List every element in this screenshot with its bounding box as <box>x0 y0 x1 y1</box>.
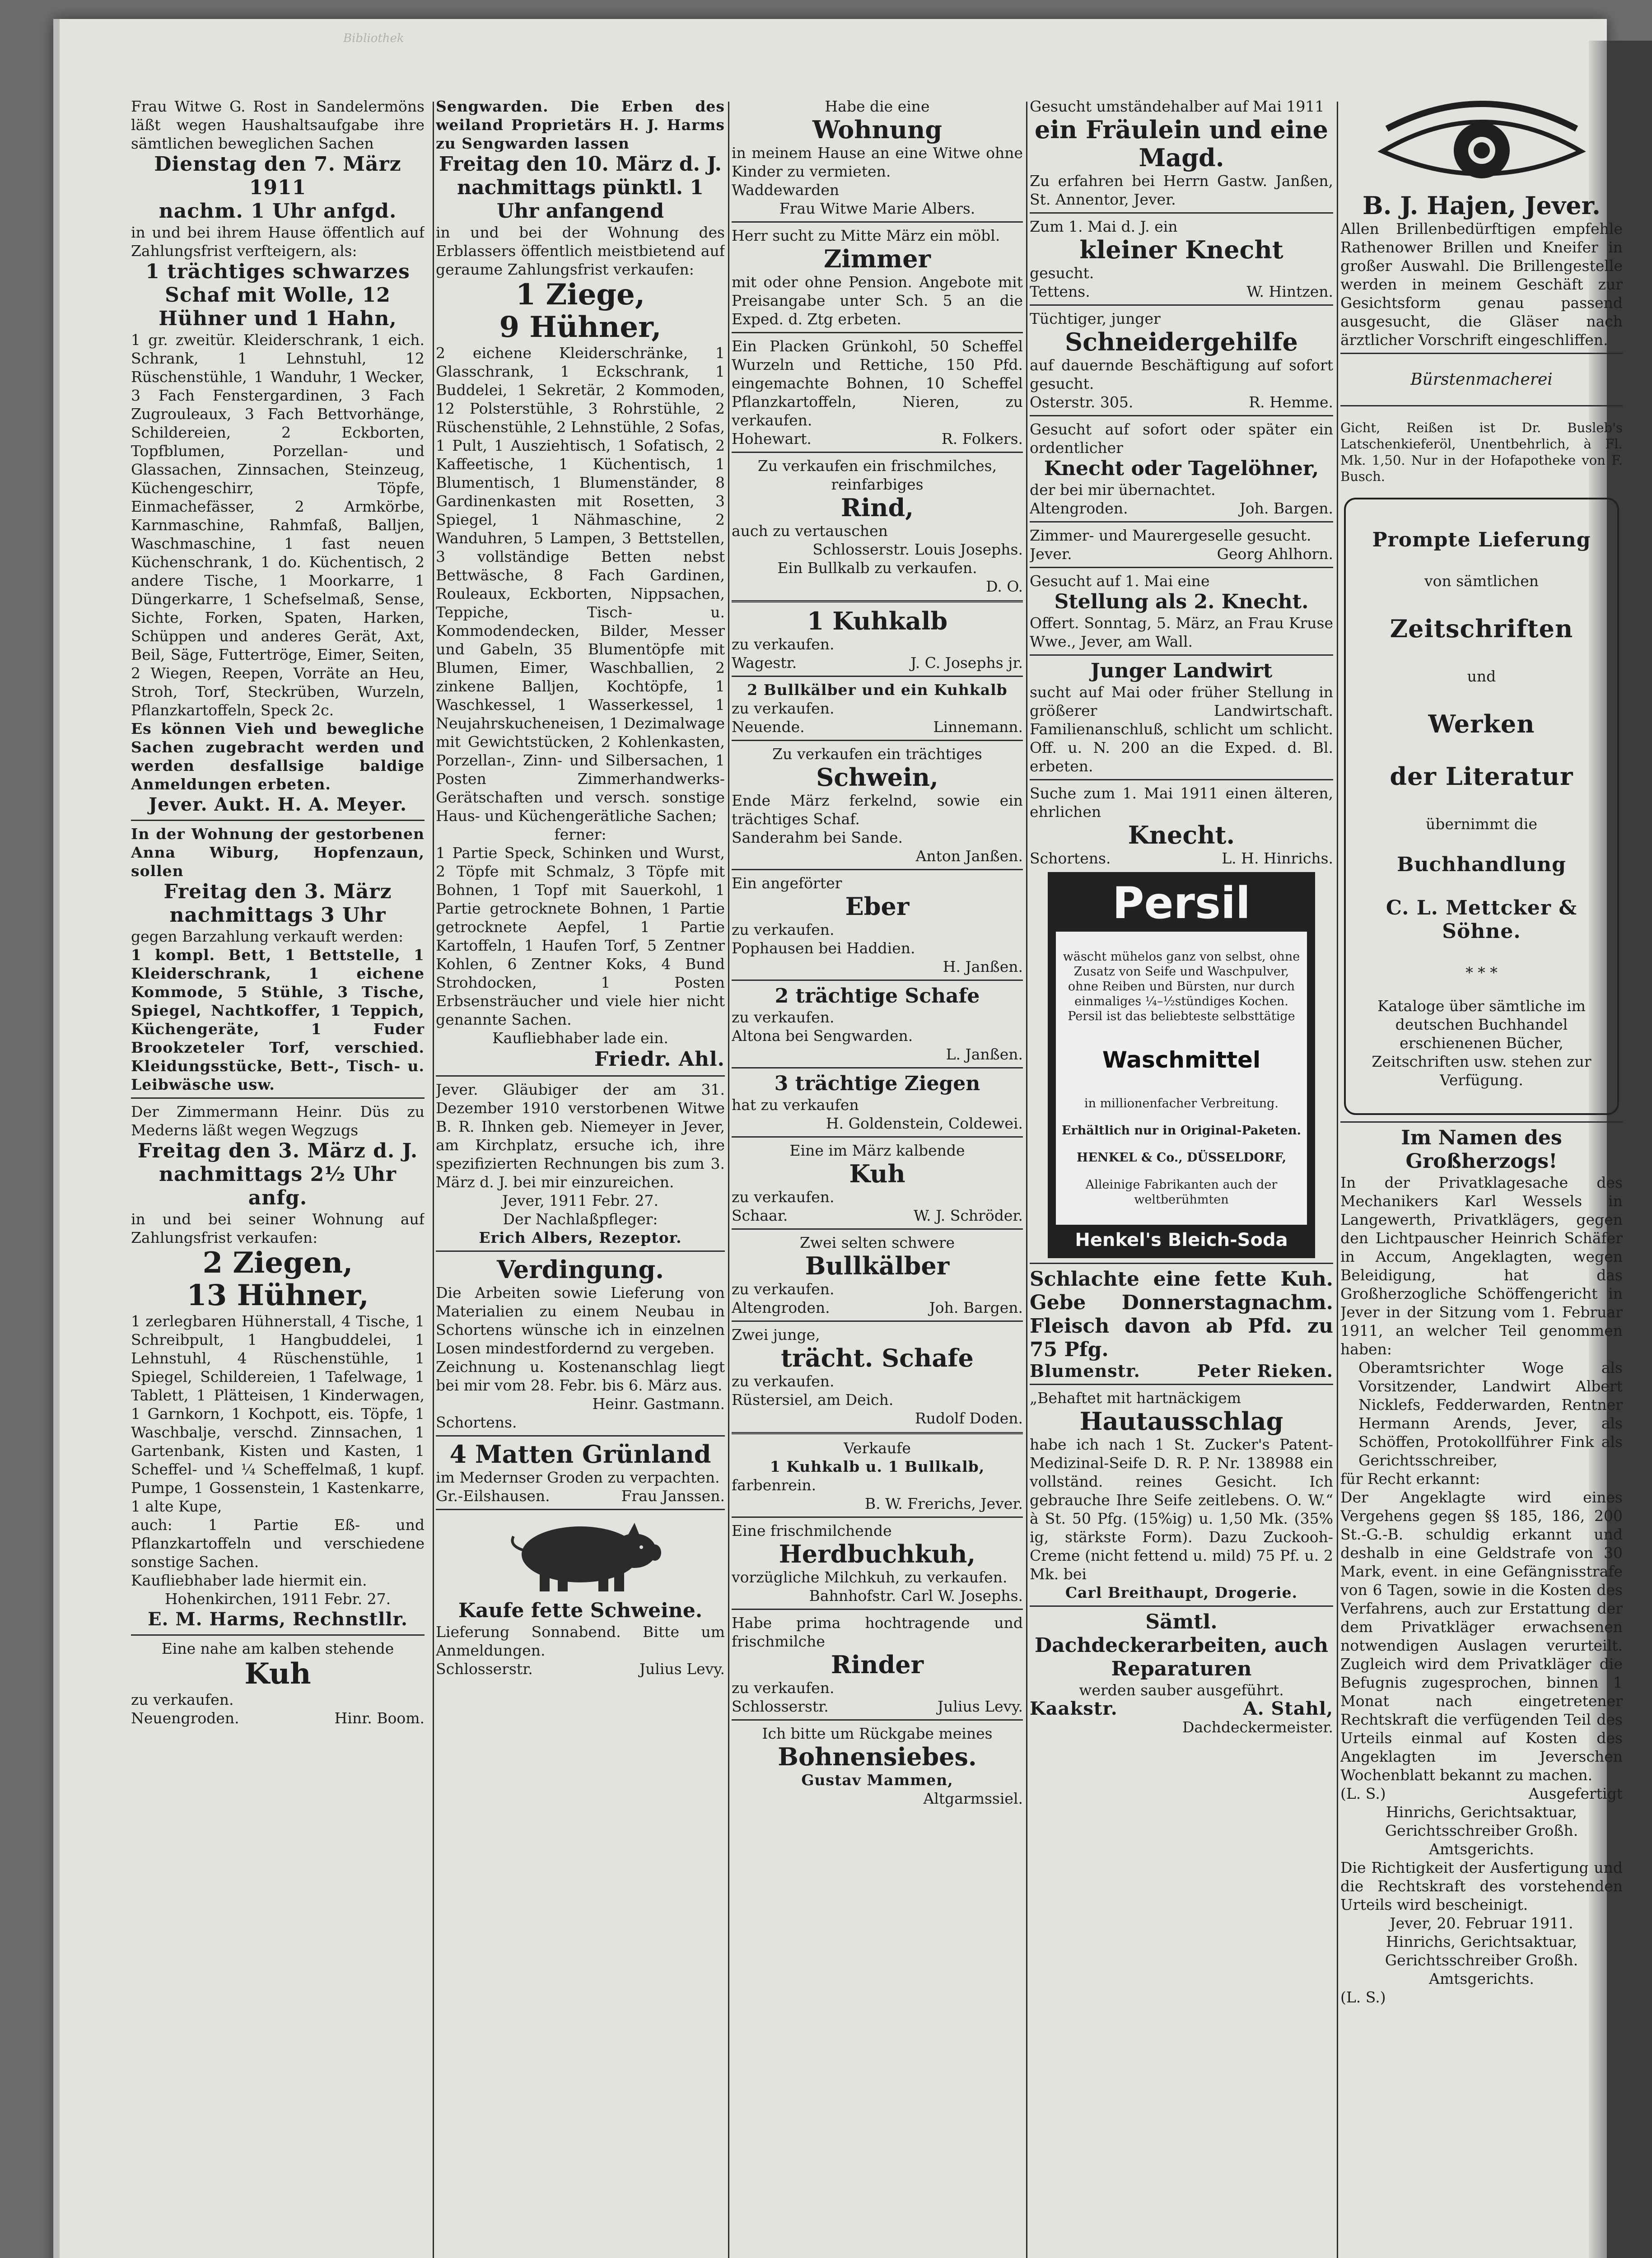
ad-place: Osterstr. 305. <box>1030 393 1134 411</box>
ad-text: Zimmer- und Maurergeselle gesucht. <box>1030 527 1311 544</box>
ad-place: Schaar. <box>732 1207 788 1224</box>
ad-knecht-hinrichs <box>1030 784 1333 868</box>
column-3 <box>732 97 1023 2258</box>
ad-signature: Gustav Mammen, <box>801 1771 953 1789</box>
ad-heading: Waschmittel <box>1102 1047 1261 1073</box>
ad-text: Lieferung Sonnabend. Bitte um Anmeldungen. <box>436 1623 725 1659</box>
ad-zimmer <box>732 226 1023 328</box>
separator <box>732 1228 1023 1230</box>
ad-body: auch: 1 Partie Eß- und Pflanzkartoffeln und verschiedene sonstige Sachen. <box>131 1516 425 1571</box>
ad-landwirt <box>1030 659 1333 775</box>
ad-bohnensieb <box>732 1724 1023 1808</box>
ad-place: Kaakstr. <box>1030 1698 1118 1719</box>
ad-mettcker-bookshop <box>1344 498 1619 1115</box>
ad-place: Altgarmssiel. <box>923 1790 1023 1807</box>
ad-text: werden sauber ausgeführt. <box>1079 1681 1284 1699</box>
ad-place: Wagestr. <box>732 654 797 672</box>
ad-schafe <box>732 984 1023 1064</box>
ad-text: Oberamtsrichter Woge als Vorsitzender, Landwirt Albert Nicklefs, Fedderwarden, Rentner Hermann Arends, Jever, als Schöffen, Protokollführer Fink als Gerichtsschreiber, <box>1358 1359 1623 1469</box>
ad-heading: Stellung als 2. Knecht. <box>1054 590 1309 613</box>
separator <box>732 740 1023 741</box>
ad-date: Jever, 20. Februar 1911. <box>1390 1914 1573 1932</box>
ad-bullkaelber-2 <box>732 1233 1023 1317</box>
ad-rost-auction <box>131 97 425 816</box>
separator <box>732 1320 1023 1322</box>
ad-place: Schortens. <box>436 1414 517 1431</box>
ad-text: gegen Barzahlung verkauft werden: <box>131 928 404 945</box>
ad-body: Kaufliebhaber lade hiermit ein. <box>131 1572 367 1589</box>
ad-signature: B. W. Frerichs, Jever. <box>864 1495 1023 1512</box>
ad-place: Gr.-Eilshausen. <box>436 1487 550 1505</box>
ad-text: Verkaufe <box>844 1439 911 1457</box>
ad-place: Schortens. <box>1030 849 1111 867</box>
ad-text: auf dauernde Beschäftigung auf sofort gesucht. <box>1030 356 1333 392</box>
ad-heading: Schneidergehilfe <box>1065 327 1298 356</box>
ad-role: Der Nachlaßpfleger: <box>503 1210 658 1228</box>
ad-text: zu verkaufen. <box>732 700 835 717</box>
ad-maurergeselle <box>1030 526 1333 563</box>
separator <box>1030 779 1333 780</box>
ad-text: Herr sucht zu Mitte März ein möbl. <box>732 227 1000 244</box>
ad-role: Dachdeckermeister. <box>1182 1718 1333 1736</box>
ad-text: Zwei selten schwere <box>799 1234 955 1251</box>
ad-verdingung <box>436 1255 725 1432</box>
ad-text: Ausgefertigt <box>1528 1785 1623 1802</box>
ad-text: zu verkaufen. <box>732 1188 835 1206</box>
ad-signature: Hinr. Boom. <box>334 1709 425 1727</box>
ad-stellung <box>1030 572 1333 651</box>
ad-body: 1 zerlegbaren Hühnerstall, 4 Tische, 1 Schreibpult, 1 Hangbuddelei, 1 Lehnstuhl, 4 Rüschenstühle, 1 Spiegel, Schildereien, 1 Tafelwage, 1 Tablett, 1 Plätteisen, 1 Kinderwagen, 1 Garnkorn, 1 Kochpott, eis. Töpfe, 1 Waschbalje, verschd. Zinnsachen, 1 Gartenbank, Kisten und Kasten, 1 Scheffel- und ¼ Scheffelmaß, 1 kupf. Pumpe, 1 Gossenstein, 1 Kastenkarre, 1 alte Kupe, <box>131 1312 425 1515</box>
ad-dachdecker <box>1030 1610 1333 1736</box>
ad-text: Der Angeklagte wird eines Vergehens gegen §§ 185, 186, 200 St.-G.-B. schuldig erkannt und deshalb in eine Geldstrafe von 30 Mark, event. in eine Gefängnisstrafe von 6 Tagen, sowie in die Kosten des Verfahrens, auch zur Erstattung der dem Privatkläger erwachsenen notwendigen Auslagen verurteilt. Zugleich wird dem Privatkläger die Befugnis zugesprochen, binnen 1 Monat nach eingetretener Rechtskraft die verfügenden Teil des Urteils einmal auf Kosten des Angeklagten im Jeverschen Wochenblatt bekannt zu machen. <box>1340 1488 1623 1784</box>
separator <box>1340 1121 1623 1123</box>
ad-schlachte <box>1030 1268 1333 1380</box>
ad-dues-auction <box>131 1102 425 1631</box>
ad-place: Schlosserstr. <box>436 1660 533 1678</box>
separator <box>732 221 1023 223</box>
ad-heading: Rind, <box>840 493 914 522</box>
ad-signature: H. Goldenstein, Coldewei. <box>826 1115 1023 1132</box>
ad-signature: Friedr. Ahl. <box>594 1048 725 1071</box>
ad-text: farbenrein. <box>732 1476 817 1494</box>
separator <box>436 1509 725 1510</box>
separator <box>131 820 425 821</box>
ad-text: hat zu verkaufen <box>732 1096 859 1114</box>
ad-text: Kaufliebhaber lade ein. <box>492 1029 668 1047</box>
ad-text: zu verkaufen. <box>732 1679 835 1697</box>
ad-signature: A. Stahl, <box>1243 1698 1333 1719</box>
ad-text: Habe prima hochtragende und frischmilche <box>732 1614 1023 1650</box>
separator <box>1030 304 1333 306</box>
ad-heading: der Literatur <box>1390 762 1573 791</box>
ad-text: Zu erfahren bei Herrn Gastw. Janßen, St. Annentor, Jever. <box>1030 172 1333 208</box>
ad-knecht-tageloehner <box>1030 420 1333 518</box>
ad-fraeulein <box>1030 97 1333 209</box>
pig-illustration <box>436 1514 725 1599</box>
ad-signature: Linnemann. <box>933 718 1023 736</box>
ad-heading: Knecht oder Tagelöhner, <box>1044 457 1319 480</box>
ad-signature: Schlosserstr. Louis Josephs. <box>812 541 1023 558</box>
ad-text: Zeichnung u. Kostenanschlag liegt bei mir vom 28. Febr. bis 6. März aus. <box>436 1358 725 1394</box>
ad-signature: L. H. Hinrichs. <box>1222 849 1333 867</box>
separator <box>1030 1605 1333 1607</box>
ad-place: Pophausen bei Haddien. <box>732 939 915 957</box>
ad-schafe-2 <box>732 1325 1023 1428</box>
ad-date: Hohenkirchen, 1911 Febr. 27. <box>164 1590 391 1608</box>
ad-text: Der Zimmermann Heinr. Düs zu Mederns läßt wegen Wegzugs <box>131 1103 425 1139</box>
ad-place: Altengroden. <box>732 1299 830 1316</box>
ad-body: 2 eichene Kleiderschränke, 1 Glasschrank, 1 Eckschrank, 1 Buddelei, 1 Sekretär, 2 Kommoden, 12 Polsterstühle, 3 Rohrstühle, 2 Rüschenstühle, 2 Lehnstühle, 2 Sofas, 1 Pult, 1 Ausziehtisch, 1 Sofatisch, 2 Kaffeetische, 1 Küchentisch, 1 Blumentisch, 1 Blumenständer, 8 Gardinenkasten mit Rosetten, 3 Spiegel, 1 Nähmaschine, 2 Wanduhren, 5 Lampen, 3 Bettstellen, 3 vollständige Betten nebst Bettwäsche, 8 Fach Gardinen, Rouleaux, Eckborten, Nippsachen, Teppiche, Tisch- u. Kommodendecken, Bilder, Messer und Gabeln, 35 Blumentöpfe mit Blumen, Eimer, Waschballien, 2 zinkene Balljen, Kochtöpfe, 1 Waschkessel, 1 Wasserkessel, 1 Neujahrskucheneisen, 1 Dezimalwage mit Gewichtstücken, 2 Kohlenkasten, Porzellan-, Zinn- und Silbersachen, 1 Posten Zimmerhandwerks-Gerätschaften und versch. sonstige Haus- und Küchengerätliche Sachen; <box>436 344 725 825</box>
ad-signature: Georg Ahlhorn. <box>1217 545 1333 563</box>
ad-heading: 2 trächtige Schafe <box>775 984 980 1008</box>
ad-place: Altengroden. <box>1030 499 1128 517</box>
ad-heading: 4 Matten Grünland <box>449 1440 711 1469</box>
separator <box>1030 567 1333 568</box>
separator <box>732 1516 1023 1518</box>
ad-gruenkohl <box>732 337 1023 448</box>
ad-text: Ich bitte um Rückgabe meines <box>762 1725 993 1742</box>
ad-text: Offert. Sonntag, 5. März, an Frau Kruse Wwe., Jever, am Wall. <box>1030 614 1333 650</box>
ad-hautausschlag <box>1030 1389 1333 1602</box>
ad-text: in und bei seiner Wohnung auf Zahlungsfrist verkaufen: <box>131 1210 425 1246</box>
ad-text: Die Richtigkeit der Ausfertigung und die Rechtskraft des vorstehenden Urteils wird bescheinigt. <box>1340 1859 1623 1913</box>
ad-text: zu verkaufen. <box>732 1008 835 1026</box>
ad-text: Gesucht auf sofort oder später ein ordentlicher <box>1030 420 1333 457</box>
ad-signature: Carl Breithaupt, Drogerie. <box>1065 1584 1298 1601</box>
ad-ziegen <box>732 1072 1023 1133</box>
ad-kleiner-knecht <box>1030 217 1333 301</box>
ad-text: Zu verkaufen ein frischmilches, reinfarbiges <box>757 457 997 493</box>
ad-heading: B. J. Hajen, Jever. <box>1363 191 1601 220</box>
ad-text: Gesucht umständehalber auf Mai 1911 <box>1030 98 1325 115</box>
ad-heading: Verdingung. <box>496 1255 664 1284</box>
separator <box>732 1609 1023 1610</box>
ad-place: Blumenstr. <box>1030 1361 1140 1381</box>
ad-place: Jever. <box>1030 545 1072 563</box>
separator <box>732 1719 1023 1721</box>
ad-heading: 1 Kuhkalb u. 1 Bullkalb, <box>770 1458 985 1475</box>
column-rule <box>1337 102 1338 2258</box>
ad-heading: Rinder <box>831 1650 924 1679</box>
separator <box>732 869 1023 870</box>
ad-time: nachm. 1 Uhr anfgd. <box>159 200 397 223</box>
ad-signature: W. J. Schröder. <box>913 1207 1023 1224</box>
ad-heading: Bohnensiebes. <box>778 1742 977 1771</box>
ad-signature: R. Hemme. <box>1249 393 1333 411</box>
ad-kuhkalb <box>732 607 1023 672</box>
ad-date: Freitag den 3. März nachmittags 3 Uhr <box>163 880 392 927</box>
ad-text: Alleinige Fabrikanten auch der weltberühmten <box>1085 1178 1278 1207</box>
ad-heading: Kuh <box>244 1657 311 1691</box>
ad-heading: Schwein, <box>816 763 938 792</box>
separator <box>1030 654 1333 656</box>
ad-wiburg-sale <box>131 825 425 1094</box>
ad-body: 1 gr. zweitür. Kleiderschrank, 1 eich. Schrank, 1 Lehnstuhl, 12 Rüschenstühle, 1 Wanduhr, 1 Wecker, 3 Fach Fenstergardinen, 3 Fach Zugrouleaux, 3 Fach Bettvorhänge, Schildereien, 2 Eckborten, Topfblumen, Porzellan- und Glassachen, Zinnsachen, Steinzeug, Küchengeschirr, Töpfe, Einmachefässer, 2 Armkörbe, Karnmaschine, Rahmfaß, Balljen, Waschmaschine, 1 fast neuen Küchenschrank, 1 do. Küchentisch, 2 andere Tische, 1 Moorkarre, 1 Düngerkarre, 1 Schefselmaß, Sense, Sichte, Forken, Spaten, Harken, Schüppen und anderes Gerät, Axt, Beil, Säge, Futtertröge, Eimer, Seiten, 2 Wiegen, Reepen, Vorräte an Heu, Stroh, Torf, Steckrüben, Wurzeln, Pflanzkartoffeln, Speck 2c. <box>131 331 425 719</box>
ad-signature: L. Janßen. <box>946 1045 1023 1063</box>
ad-text: zu verkaufen. <box>732 635 835 653</box>
ad-signature: R. Folkers. <box>941 430 1023 448</box>
ad-text: Frau Witwe G. Rost in Sandelermöns läßt wegen Haushaltsaufgabe ihre sämtlichen beweglichen Sachen <box>131 98 425 152</box>
ad-signature: Julius Levy. <box>639 1660 725 1678</box>
ad-heading: Wohnung <box>812 115 943 144</box>
ad-text: zu verkaufen. <box>732 1372 835 1390</box>
separator <box>436 1435 725 1437</box>
ad-signature: H. Janßen. <box>943 958 1023 975</box>
ad-signature: Jever. Aukt. H. A. Meyer. <box>149 794 407 815</box>
ad-heading: Prompte Lieferung <box>1372 528 1591 551</box>
ad-frerichs <box>732 1439 1023 1513</box>
ad-signature: J. C. Josephs jr. <box>910 654 1023 672</box>
separator <box>1340 405 1623 406</box>
ad-place: Neuengroden. <box>131 1709 239 1727</box>
ad-text: Erhältlich nur in Original-Paketen. <box>1061 1124 1302 1138</box>
separator <box>732 600 1023 602</box>
ad-text: In der Wohnung der gestorbenen Anna Wiburg, Hopfenzaun, sollen <box>131 825 425 880</box>
ad-text: Zu verkaufen ein trächtiges <box>772 745 982 763</box>
separator <box>1030 521 1333 523</box>
ad-text: In der Privatklagesache des Mechanikers Karl Wessels in Langewerth, Privatklägers, gegen den Lichtpauscher Heinrich Schäfer in Accum, Angeklagten, wegen Beleidigung, hat das Großherzogliche Schöffengericht in Jever in der Sitzung vom 1. Februar 1911, an welcher Teil genommen haben: <box>1340 1174 1623 1358</box>
ad-ornament: * * * <box>1465 964 1498 981</box>
ad-heading: 1 Ziege, <box>515 278 645 312</box>
ad-signature: Rudolf Doden. <box>915 1409 1023 1427</box>
ad-place: Tettens. <box>1030 283 1090 300</box>
ad-bold-text: 1 kompl. Bett, 1 Bettstelle, 1 Kleiderschrank, 1 eichene Kommode, 5 Stühle, 3 Tische, Spiegel, Nachtkoffer, 1 Teppich, Küchengeräte, 1 Fuder Brookzeteler Torf, verschied. Kleidungsstücke, Bett-, Tisch- u. Leibwäsche usw. <box>131 946 425 1093</box>
ad-text: Sengwarden. Die Erben des weiland Proprietärs H. J. Harms zu Sengwarden lassen <box>436 98 725 152</box>
column-rule <box>1026 102 1027 2258</box>
separator <box>1030 1384 1333 1385</box>
separator <box>131 1097 425 1099</box>
ad-signature: W. Hintzen. <box>1246 283 1333 300</box>
ad-place: Rüstersiel, am Deich. <box>732 1391 894 1409</box>
ad-cow-boom <box>131 1639 425 1727</box>
ad-text: Eine nahe am kalben stehende <box>161 1640 394 1657</box>
ad-place: Waddewarden <box>732 181 840 199</box>
ad-text: Allen Brillenbedürftigen empfehle Rathenower Brillen und Kneifer in großer Auswahl. Die Brillengestelle werden in meinem Geschäft zur Gesichtsform genau passend ausgesucht, die Gläser nach ärztlicher Vorschrift eingeschliffen. <box>1340 220 1623 349</box>
ad-place: Altona bei Sengwarden. <box>732 1027 913 1045</box>
separator <box>732 452 1023 453</box>
ad-text: der bei mir übernachtet. <box>1030 481 1216 499</box>
ad-text: Habe die eine <box>825 98 930 115</box>
separator <box>732 980 1023 981</box>
ad-heading: 1 Kuhkalb <box>807 606 948 635</box>
ad-text: Jever. Gläubiger der am 31. Dezember 1910 verstorbenen Witwe B. R. Ihnken geb. Niemeyer in Jever, am Kirchplatz, ersuche ich, ihre spezifizierten Rechnungen bis zum 3. März d. J. bei mir einzureichen. <box>436 1081 725 1191</box>
ad-signature: Joh. Bargen. <box>1239 499 1333 517</box>
ad-text: habe ich nach 1 St. Zucker's Patent-Medizinal-Seife D. R. P. Nr. 138988 ein vollständ. reines Gesicht. Ich gebrauche Ihre Seife zeitlebens. O. W.“ à St. 50 Pfg. (15%ig) u. 1,50 Mk. (35% ig, stärkste Form). Dazu Zuckooh-Creme (nicht fettend u. mild) 75 Pf. u. 2 Mk. bei <box>1030 1436 1333 1583</box>
separator <box>1030 212 1333 214</box>
ad-heading: ein Fräulein und eine Magd. <box>1034 115 1329 172</box>
ad-text: zu verkaufen. <box>131 1691 234 1708</box>
ad-text: auch zu vertauschen <box>732 522 888 540</box>
column-4 <box>1030 97 1333 2258</box>
ad-text: „Behaftet mit hartnäckigem <box>1030 1389 1241 1407</box>
ad-heading: Buchhandlung <box>1397 853 1566 876</box>
separator <box>732 676 1023 677</box>
ad-harms-auction <box>436 97 725 1072</box>
ad-text: Gesucht auf 1. Mai eine <box>1030 572 1210 590</box>
ad-creditors-notice <box>436 1080 725 1247</box>
ad-text: in millionenfacher Verbreitung. <box>1084 1096 1279 1110</box>
ad-date: Freitag den 3. März d. J. nachmittags 2½ Uhr anfg. <box>137 1139 418 1209</box>
persil-soda-brand: Henkel's Bleich-Soda <box>1075 1230 1288 1250</box>
persil-panel <box>1056 932 1307 1225</box>
ad-text: für Recht erkannt: <box>1340 1470 1480 1488</box>
ad-text: zu verkaufen. <box>732 1280 835 1298</box>
column-1 <box>131 97 425 2258</box>
persil-advertisement <box>1048 872 1315 1258</box>
ad-text: vorzügliche Milchkuh, zu verkaufen. <box>732 1568 1008 1586</box>
ad-heading: Kaufe fette Schweine. <box>458 1599 703 1622</box>
ad-text: Zum 1. Mai d. J. ein <box>1030 218 1178 235</box>
ad-wohnung <box>732 97 1023 218</box>
ad-heading: 13 Hühner, <box>187 1278 369 1312</box>
ad-date: Dienstag den 7. März 1911 <box>154 153 401 199</box>
ad-heading: Im Namen des Großherzogs! <box>1401 1126 1562 1173</box>
handwritten-note: Bürstenmacherei <box>1410 370 1553 389</box>
ad-heading: 9 Hühner, <box>499 310 662 344</box>
separator <box>732 1136 1023 1138</box>
ad-pigs <box>436 1514 725 1678</box>
separator <box>732 1432 1023 1434</box>
ad-text: Suche zum 1. Mai 1911 einen älteren, ehrlichen <box>1030 784 1333 821</box>
ad-maker: HENKEL & Co., DÜSSELDORF, <box>1076 1151 1287 1165</box>
ad-signature: Bahnhofstr. Carl W. Josephs. <box>809 1587 1023 1605</box>
ad-heading: trächt. Schafe <box>781 1344 974 1372</box>
separator <box>732 332 1023 333</box>
ad-heading: Kuh <box>849 1159 905 1188</box>
ad-heading: Werken <box>1428 709 1535 738</box>
ad-text: Ende März ferkelnd, sowie ein trächtiges Schaf. <box>732 792 1023 828</box>
ad-text: in und bei der Wohnung des Erblassers öffentlich meistbietend auf geraume Zahlungsfrist verkaufen: <box>436 224 725 278</box>
ad-text: übernimmt die <box>1425 815 1538 833</box>
separator <box>436 1075 725 1077</box>
library-stamp: Bibliothek <box>343 32 404 45</box>
separator <box>131 1634 425 1636</box>
ad-text: und <box>1467 667 1496 685</box>
ad-text: Ein Placken Grünkohl, 50 Scheffel Wurzeln und Rettiche, 150 Pfd. eingemachte Bohnen, 10 Scheffel Pflanzkartoffeln, Nieren, zu verkaufen. <box>732 337 1023 429</box>
ad-place: Neuende. <box>732 718 805 736</box>
column-rule <box>433 102 434 2258</box>
ad-bullkaelber <box>732 681 1023 736</box>
ad-heading: 3 trächtige Ziegen <box>774 1072 980 1095</box>
ad-date: Jever, 1911 Febr. 27. <box>502 1192 658 1209</box>
ad-heading: 2 Ziegen, <box>202 1246 353 1280</box>
ad-text: wäscht mühelos ganz von selbst, ohne Zusatz von Seife und Waschpulver, ohne Reiben und Bürsten, nur durch einmaliges ¼–½stündiges Kochen. Persil ist das beliebteste selbsttätige <box>1063 950 1300 1023</box>
ad-schwein <box>732 745 1023 865</box>
ad-heading: 1 trächtiges schwarzes Schaf mit Wolle, 12 Hühner und 1 Hahn, <box>145 260 410 330</box>
separator <box>732 1067 1023 1068</box>
ad-heading: Junger Landwirt <box>1090 659 1273 682</box>
ad-hajen-optics <box>1340 191 1623 349</box>
ad-body: 1 Partie Speck, Schinken und Wurst, 2 Töpfe mit Schmalz, 3 Töpfe mit Bohnen, 1 Topf mit Sauerkohl, 1 Partie getrocknete Bohnen, 1 Partie getrocknete Aepfel, 1 Partie Kartoffeln, 1 Haufen Torf, 5 Zentner Kohlen, 6 Zentner Koks, 4 Bund Strohdocken, 1 Posten Erbsensträucher und viele hier nicht genannte Sachen. <box>436 844 725 1028</box>
ad-text: sucht auf Mai oder früher Stellung in größerer Landwirtschaft. Familienanschluß, schlicht um schlicht. Off. u. N. 200 an die Exped. d. Bl. erbeten. <box>1030 683 1333 775</box>
column-rule <box>728 102 729 2258</box>
ad-heading: Hautausschlag <box>1079 1407 1283 1436</box>
eye-illustration <box>1340 97 1623 191</box>
ad-heading: 2 Bullkälber und ein Kuhkalb <box>747 681 1008 699</box>
ad-text: Ein angeförter <box>732 874 842 892</box>
column-2 <box>436 97 725 2258</box>
ad-signature: E. M. Harms, Rechnstllr. <box>148 1609 408 1630</box>
ad-heading: Zimmer <box>823 244 931 273</box>
ad-heading: Bullkälber <box>805 1251 950 1280</box>
ad-signature: Joh. Bargen. <box>929 1299 1023 1316</box>
ad-heading: Sämtl. Dachdeckerarbeiten, auch Reparaturen <box>1034 1610 1329 1680</box>
ad-signature: Julius Levy. <box>937 1698 1023 1715</box>
ad-text: Eine frischmilchende <box>732 1522 892 1540</box>
ad-heading: C. L. Mettcker & Söhne. <box>1386 896 1577 943</box>
ad-text: gesucht. <box>1030 264 1094 282</box>
ad-text: in meinem Hause an eine Witwe ohne Kinder zu vermieten. <box>732 144 1023 180</box>
ad-signature: Frau Witwe Marie Albers. <box>779 200 975 217</box>
separator <box>1340 353 1623 354</box>
ad-text: Kataloge über sämtliche im deutschen Buchhandel erschienenen Bücher, Zeitschriften usw. stehen zur Verfügung. <box>1372 997 1591 1089</box>
ad-schneidergehilfe <box>1030 309 1333 411</box>
ad-signature: Erich Albers, Rezeptor. <box>479 1229 682 1246</box>
page-left-edge <box>53 19 60 2258</box>
ad-text: von sämtlichen <box>1424 572 1539 590</box>
ad-text: im Medernser Groden zu verpachten. <box>436 1469 720 1486</box>
ad-rind <box>732 457 1023 596</box>
seal-mark: (L. S.) <box>1340 1785 1386 1802</box>
ad-heading: Eber <box>845 892 910 921</box>
ad-signature: Hinrichs, Gerichtsaktuar, Gerichtsschreiber Großh. Amtsgerichts. <box>1385 1803 1578 1858</box>
column-5 <box>1340 97 1623 2258</box>
ad-rinder <box>732 1614 1023 1716</box>
ad-text: zu verkaufen. <box>732 921 835 938</box>
ad-signature: Hinrichs, Gerichtsaktuar, Gerichtsschreiber Großh. Amtsgerichts. <box>1385 1933 1578 1987</box>
ad-signature: Peter Rieken. <box>1197 1361 1333 1381</box>
ad-text: Zwei junge, <box>732 1326 820 1344</box>
ad-text: Eine im März kalbende <box>789 1142 965 1159</box>
ad-signature: Anton Janßen. <box>915 847 1023 865</box>
ad-text: mit oder ohne Pension. Angebote mit Preisangabe unter Sch. 5 an die Exped. d. Ztg erbeten. <box>732 273 1023 328</box>
ad-signature: D. O. <box>986 578 1023 595</box>
ad-bold-text: Es können Vieh und bewegliche Sachen zugebracht werden und werden desfallsige baldige Anmeldungen erbeten. <box>131 720 425 793</box>
ad-text: Tüchtiger, junger <box>1030 310 1161 327</box>
ad-text: Die Arbeiten sowie Lieferung von Materialien zu einem Neubau in Schortens wünsche ich in einzelnen Losen mindestfordernd zu vergeben. <box>436 1284 725 1357</box>
ad-bold-text: Schlachte eine fette Kuh. Gebe Donnerstagnachm. Fleisch davon ab Pfd. zu 75 Pfg. <box>1030 1268 1333 1361</box>
seal-mark: (L. S.) <box>1340 1988 1386 2006</box>
separator <box>436 1250 725 1252</box>
court-verdict <box>1340 1126 1623 2006</box>
ad-signature: Heinr. Gastmann. <box>592 1395 725 1413</box>
ad-place: Hohewart. <box>732 430 812 448</box>
ad-busch-oil: Gicht, Reißen ist Dr. Busleb's Latschenkieferöl, Unentbehrlich, à Fl. Mk. 1,50. Nur in der Hofapotheke von F. Busch. <box>1340 420 1623 484</box>
ad-place: Schlosserstr. <box>732 1698 829 1715</box>
separator <box>1030 1263 1333 1264</box>
ad-heading: Knecht. <box>1128 821 1235 849</box>
ad-kuh <box>732 1141 1023 1225</box>
ad-signature: Frau Janssen. <box>621 1487 725 1505</box>
ad-eber <box>732 874 1023 976</box>
ad-place: Sanderahm bei Sande. <box>732 829 903 846</box>
separator <box>1030 415 1333 416</box>
ad-heading: Zeitschriften <box>1390 614 1573 643</box>
ad-herdbuchkuh <box>732 1521 1023 1605</box>
ad-text: ferner: <box>554 826 607 843</box>
ad-text: Ein Bullkalb zu verkaufen. <box>777 559 977 577</box>
ad-heading: Herdbuchkuh, <box>779 1540 976 1568</box>
ad-grassland <box>436 1440 725 1505</box>
persil-logo: Persil <box>1112 878 1251 928</box>
ad-heading: kleiner Knecht <box>1079 235 1283 264</box>
ad-text: in und bei ihrem Hause öffentlich auf Zahlungsfrist verfteigern, als: <box>131 224 425 260</box>
ad-date: Freitag den 10. März d. J. nachmittags pünktl. 1 Uhr anfangend <box>439 153 722 223</box>
